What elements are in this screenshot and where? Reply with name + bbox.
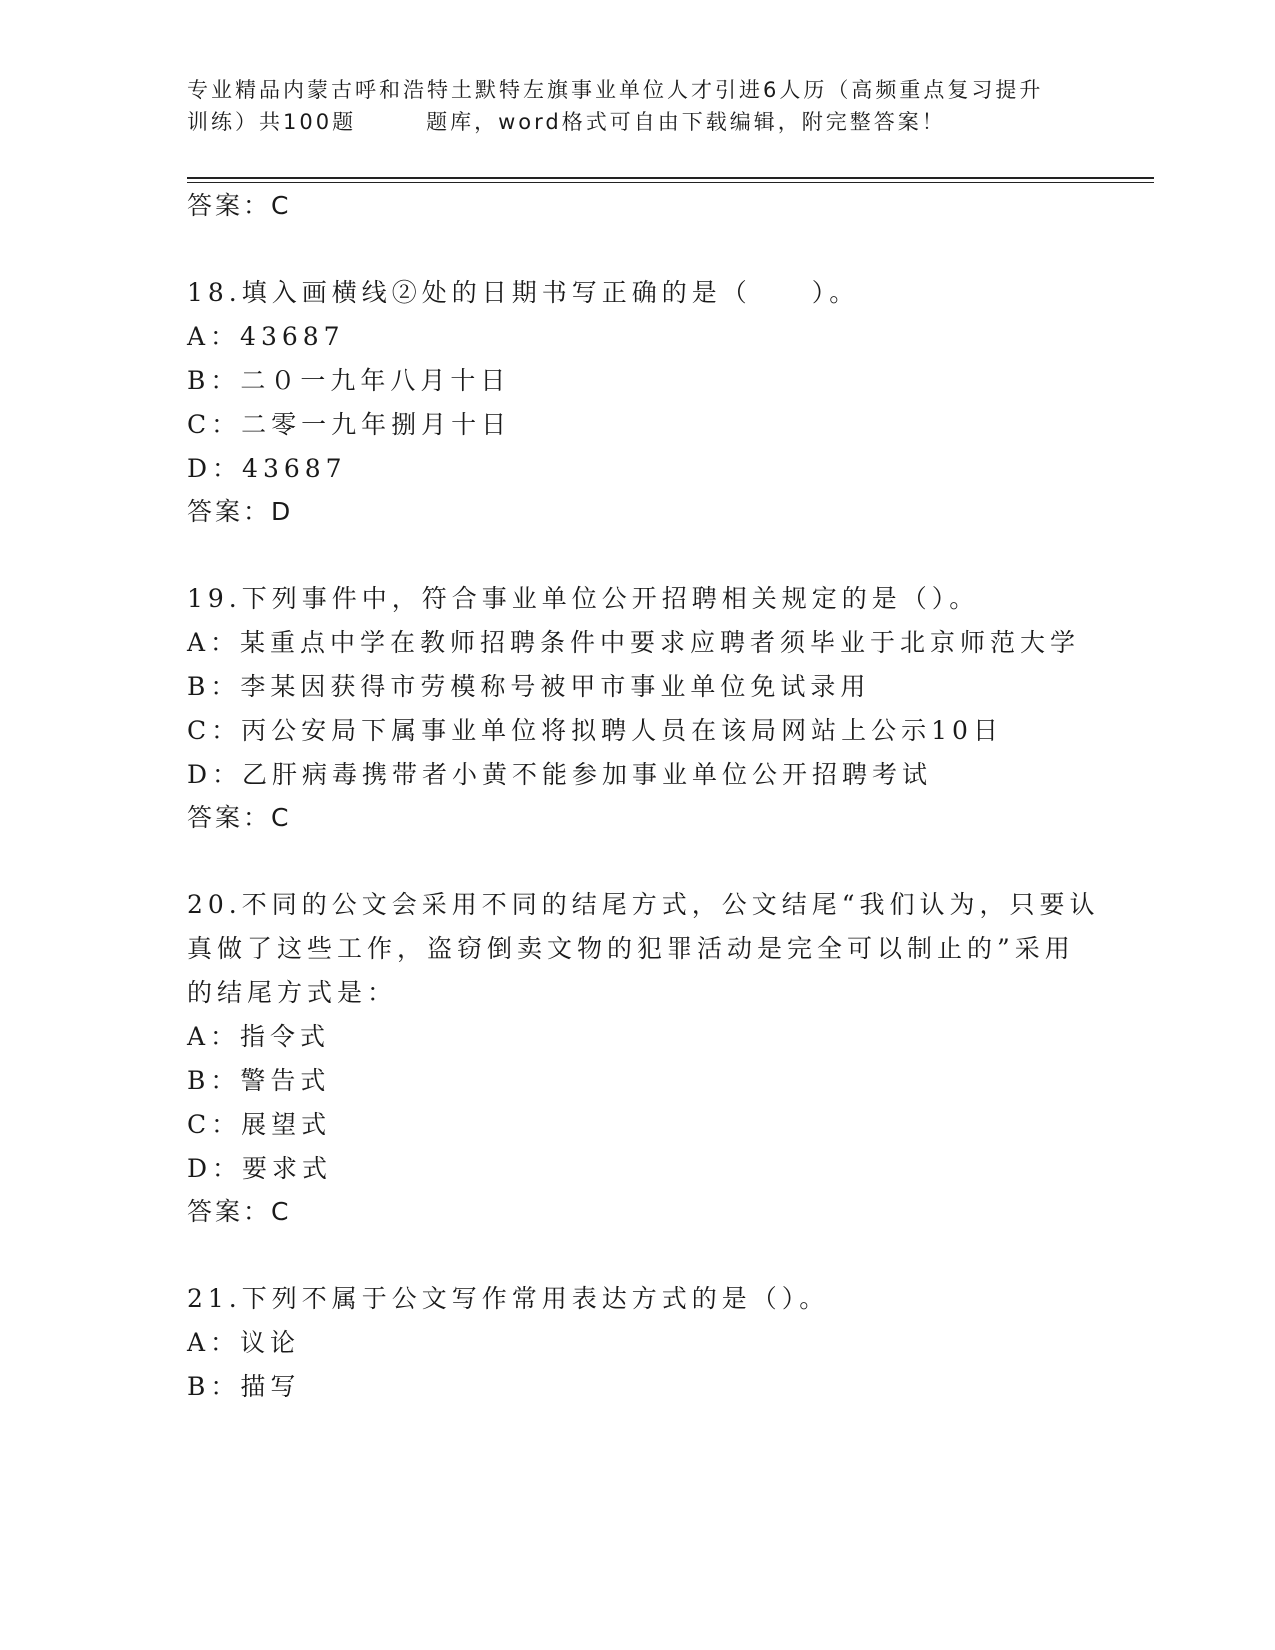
header-title-line-1: 专业精品内蒙古呼和浩特土默特左旗事业单位人才引进6人历（高频重点复习提升	[187, 78, 1044, 102]
question-18-option-a: A：43687	[187, 322, 345, 351]
answer-previous: 答案：C	[187, 191, 292, 220]
question-21-option-a: A：议论	[187, 1328, 301, 1357]
question-20-stem-line-1: 20.不同的公文会采用不同的结尾方式，公文结尾“我们认为，只要认	[187, 890, 1100, 919]
question-19-option-b: B：李某因获得市劳模称号被甲市事业单位免试录用	[187, 672, 871, 701]
question-20-stem-line-3: 的结尾方式是：	[187, 978, 398, 1007]
question-18-stem: 18.填入画横线②处的日期书写正确的是（ ）。	[187, 278, 860, 307]
question-20-option-c: C：展望式	[187, 1110, 332, 1139]
question-20-option-a: A：指令式	[187, 1022, 331, 1051]
question-18-answer: 答案：D	[187, 497, 294, 526]
document-header	[187, 74, 1087, 138]
header-title-line-2-part-1: 训练）共100题	[187, 110, 357, 134]
header-title-line-2	[187, 106, 1087, 138]
header-divider-thin	[187, 182, 1154, 183]
question-19-answer: 答案：C	[187, 803, 292, 832]
question-20-option-b: B：警告式	[187, 1066, 331, 1095]
question-19-option-c: C：丙公安局下属事业单位将拟聘人员在该局网站上公示10日	[187, 716, 1003, 745]
header-title-line-2-part-2: 题库，word格式可自由下载编辑，附完整答案！	[426, 110, 946, 134]
question-20-option-d: D：要求式	[187, 1154, 333, 1183]
question-21-option-b: B：描写	[187, 1372, 301, 1401]
header-divider-thick	[187, 177, 1154, 179]
question-19-option-d: D：乙肝病毒携带者小黄不能参加事业单位公开招聘考试	[187, 760, 933, 789]
question-18-option-c: C：二零一九年捌月十日	[187, 410, 512, 439]
question-18-option-b: B：二０一九年八月十日	[187, 366, 511, 395]
question-20-stem-line-2: 真做了这些工作，盗窃倒卖文物的犯罪活动是完全可以制止的”采用	[187, 934, 1075, 963]
question-19-option-a: A：某重点中学在教师招聘条件中要求应聘者须毕业于北京师范大学	[187, 628, 1081, 657]
question-18-option-d: D：43687	[187, 454, 347, 483]
question-19-stem: 19.下列事件中，符合事业单位公开招聘相关规定的是（）。	[187, 584, 980, 613]
question-21-stem: 21.下列不属于公文写作常用表达方式的是（）。	[187, 1284, 830, 1313]
question-20-answer: 答案：C	[187, 1197, 292, 1226]
